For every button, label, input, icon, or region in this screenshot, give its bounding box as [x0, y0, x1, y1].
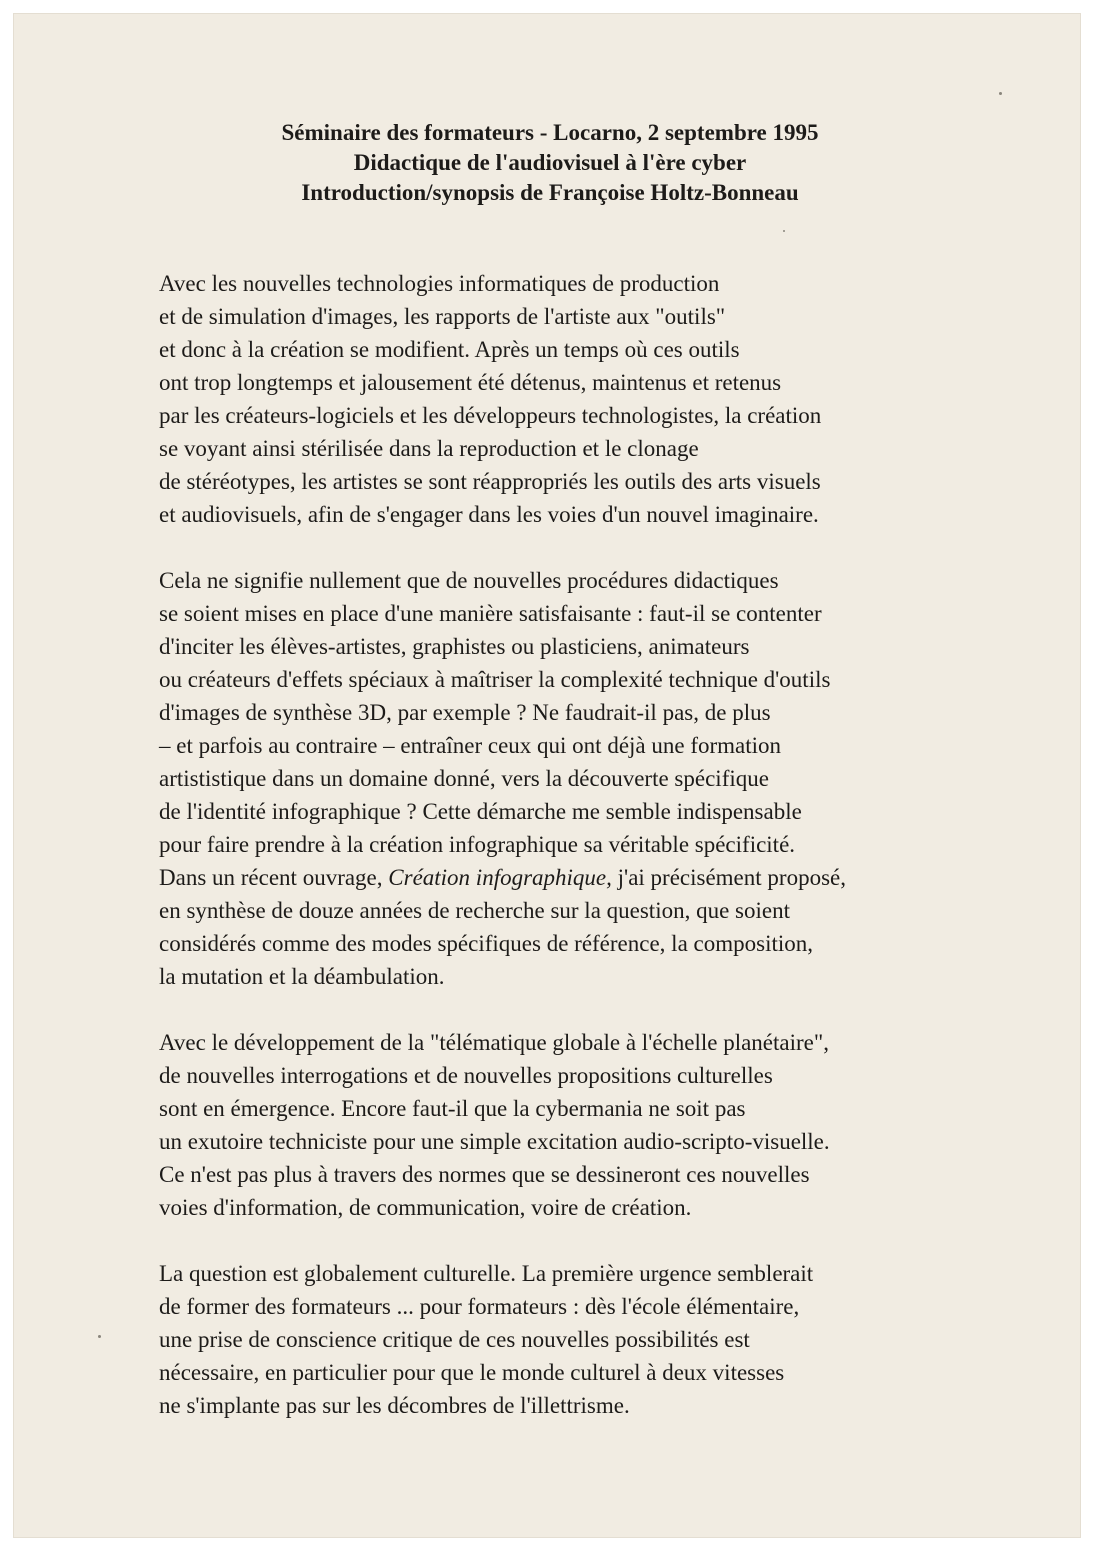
text-line: en synthèse de douze années de recherche sur la question, que soient [159, 898, 790, 923]
text-line: ont trop longtemps et jalousement été détenus, maintenus et retenus [159, 370, 782, 395]
text-line: par les créateurs-logiciels et les développeurs technologistes, la création [159, 403, 822, 428]
header-line-title: Didactique de l'audiovisuel à l'ère cyber [353, 150, 747, 175]
text-line: une prise de conscience critique de ces nouvelles possibilités est [159, 1327, 750, 1352]
text-line: de nouvelles interrogations et de nouvelles propositions culturelles [159, 1063, 773, 1088]
text-line: de stéréotypes, les artistes se sont réappropriés les outils des arts visuels [159, 469, 821, 494]
document-header [0, 118, 1100, 208]
text-line: Ce n'est pas plus à travers des normes que se dessineront ces nouvelles [159, 1162, 810, 1187]
text-line: la mutation et la déambulation. [159, 964, 445, 989]
text-line: nécessaire, en particulier pour que le monde culturel à deux vitesses [159, 1360, 785, 1385]
text-line: d'inciter les élèves-artistes, graphistes ou plasticiens, animateurs [159, 634, 750, 659]
text-line: Avec les nouvelles technologies informatiques de production [159, 271, 720, 296]
text-line: La question est globalement culturelle. La première urgence semblerait [159, 1261, 814, 1286]
scan-speck [999, 92, 1002, 95]
text-line: ne s'implante pas sur les décombres de l'illettrisme. [159, 1393, 630, 1418]
paragraph-4 [159, 1257, 1029, 1422]
header-line-seminar: Séminaire des formateurs - Locarno, 2 septembre 1995 [281, 120, 819, 145]
text-line: ou créateurs d'effets spéciaux à maîtriser la complexité technique d'outils [159, 667, 831, 692]
paragraph-3 [159, 1026, 1029, 1224]
book-title: Création infographique, [388, 865, 612, 890]
text-line: considérés comme des modes spécifiques de référence, la composition, [159, 931, 813, 956]
document-body [159, 267, 1029, 1455]
text-line: et audiovisuels, afin de s'engager dans les voies d'un nouvel imaginaire. [159, 502, 819, 527]
header-line-author: Introduction/synopsis de Françoise Holtz-Bonneau [301, 180, 799, 205]
scan-speck [98, 1335, 101, 1338]
text-line: et de simulation d'images, les rapports de l'artiste aux "outils" [159, 304, 726, 329]
text-line: et donc à la création se modifient. Après un temps où ces outils [159, 337, 740, 362]
text-line: – et parfois au contraire – entraîner ceux qui ont déjà une formation [159, 733, 782, 758]
text-line: un exutoire techniciste pour une simple excitation audio-scripto-visuelle. [159, 1129, 830, 1154]
text-line: d'images de synthèse 3D, par exemple ? Ne faudrait-il pas, de plus [159, 700, 771, 725]
text-line: de former des formateurs ... pour formateurs : dès l'école élémentaire, [159, 1294, 800, 1319]
scan-speck [783, 230, 785, 232]
text-line: pour faire prendre à la création infographique sa véritable spécificité. [159, 832, 796, 857]
text-fragment: Dans un récent ouvrage, [159, 865, 389, 890]
text-line: voies d'information, de communication, voire de création. [159, 1195, 692, 1220]
text-line: Cela ne signifie nullement que de nouvelles procédures didactiques [159, 568, 779, 593]
paragraph-2 [159, 564, 1029, 993]
text-line: sont en émergence. Encore faut-il que la cybermania ne soit pas [159, 1096, 746, 1121]
text-line: se soient mises en place d'une manière satisfaisante : faut-il se contenter [159, 601, 822, 626]
text-line-with-book-title [159, 861, 1029, 894]
text-line: se voyant ainsi stérilisée dans la reproduction et le clonage [159, 436, 699, 461]
text-fragment: j'ai précisément proposé, [611, 865, 846, 890]
text-line: artististique dans un domaine donné, vers la découverte spécifique [159, 766, 769, 791]
text-line: de l'identité infographique ? Cette démarche me semble indispensable [159, 799, 802, 824]
paragraph-1 [159, 267, 1029, 531]
text-line: Avec le développement de la "télématique globale à l'échelle planétaire", [159, 1030, 830, 1055]
